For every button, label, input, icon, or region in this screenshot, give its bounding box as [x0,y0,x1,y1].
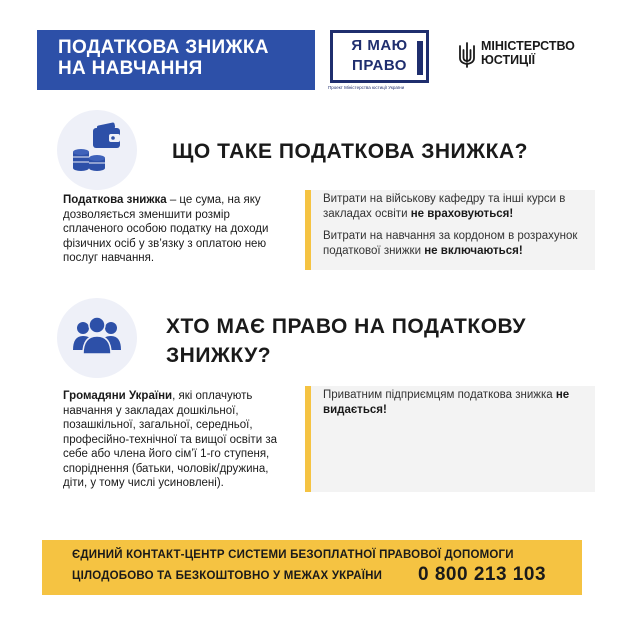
note-entrepreneurs-text: Приватним підприємцям податкова знижка [323,389,556,401]
section2-icon-circle [57,298,137,378]
note-military-text: Витрати на військову кафедру та інші курси в закладах освіти [323,193,566,220]
section1-note [305,190,595,270]
ya-mayu-pravo-logo [330,30,429,83]
title-line-1: ПОДАТКОВА ЗНИЖКА [58,37,269,58]
hotline-phone[interactable]: 0 800 213 103 [418,564,547,585]
footer-line-2: ЦІЛОДОБОВО ТА БЕЗКОШТОВНО У МЕЖАХ УКРАЇНИ [72,570,383,582]
logo-subtitle: Проект Міністерства юстиції України [328,85,405,90]
note-entrepreneurs [323,388,595,417]
logo-line-2: ПРАВО [352,57,407,74]
section2-heading-line-2: ЗНИЖКУ? [166,344,272,367]
section2-note [305,386,595,492]
people-group-icon [57,298,137,378]
section1-heading: ЩО ТАКЕ ПОДАТКОВА ЗНИЖКА? [172,140,528,163]
wallet-coins-icon [57,110,137,190]
note-military [323,192,595,221]
footer-line-1: ЄДИНИЙ КОНТАКТ-ЦЕНТР СИСТЕМИ БЕЗОПЛАТНОЇ ПРАВОВОЇ ДОПОМОГИ [72,549,514,561]
note-military-bold: не враховуються! [410,207,514,220]
note-entrepreneurs-bold: не видається! [323,389,570,416]
trident-emblem-icon [457,42,477,68]
ministry-name [481,39,575,67]
section1-icon-circle [57,110,137,190]
exclamation-mark-icon [417,41,423,75]
section1-definition [63,193,283,266]
note-abroad-bold: не включаються! [424,244,523,257]
logo-line-1: Я МАЮ [351,37,408,54]
section2-definition [63,389,288,491]
title-line-2: НА НАВЧАННЯ [58,58,203,79]
note-abroad [323,229,595,258]
section2-heading [166,312,606,370]
section1-definition-text: – це сума, на яку дозволяється зменшити розмір сплаченого особою податку на доходи фізичних осіб у зв’язку з оплатою нею послуг навчання. [63,194,269,264]
ministry-line-2: ЮСТИЦІЇ [481,53,536,67]
title-banner [37,30,315,90]
note-abroad-text: Витрати на навчання за кордоном в розрахунок податкової знижки [323,230,578,257]
section2-definition-text: , які оплачують навчання у закладах дошкільної, позашкільної, загальної, середньої, професійно-технічної та вищої освіти за себе або члена його сім’ї 1-го ступеня, споріднення (батьки, чоловік/дружина, діти, у тому числі усиновлені). [63,390,277,489]
section1-term: Податкова знижка [63,194,167,206]
section2-term: Громадяни України [63,390,173,402]
ministry-line-1: МІНІСТЕРСТВО [481,39,575,53]
section2-heading-line-1: ХТО МАЄ ПРАВО НА ПОДАТКОВУ [166,315,526,338]
